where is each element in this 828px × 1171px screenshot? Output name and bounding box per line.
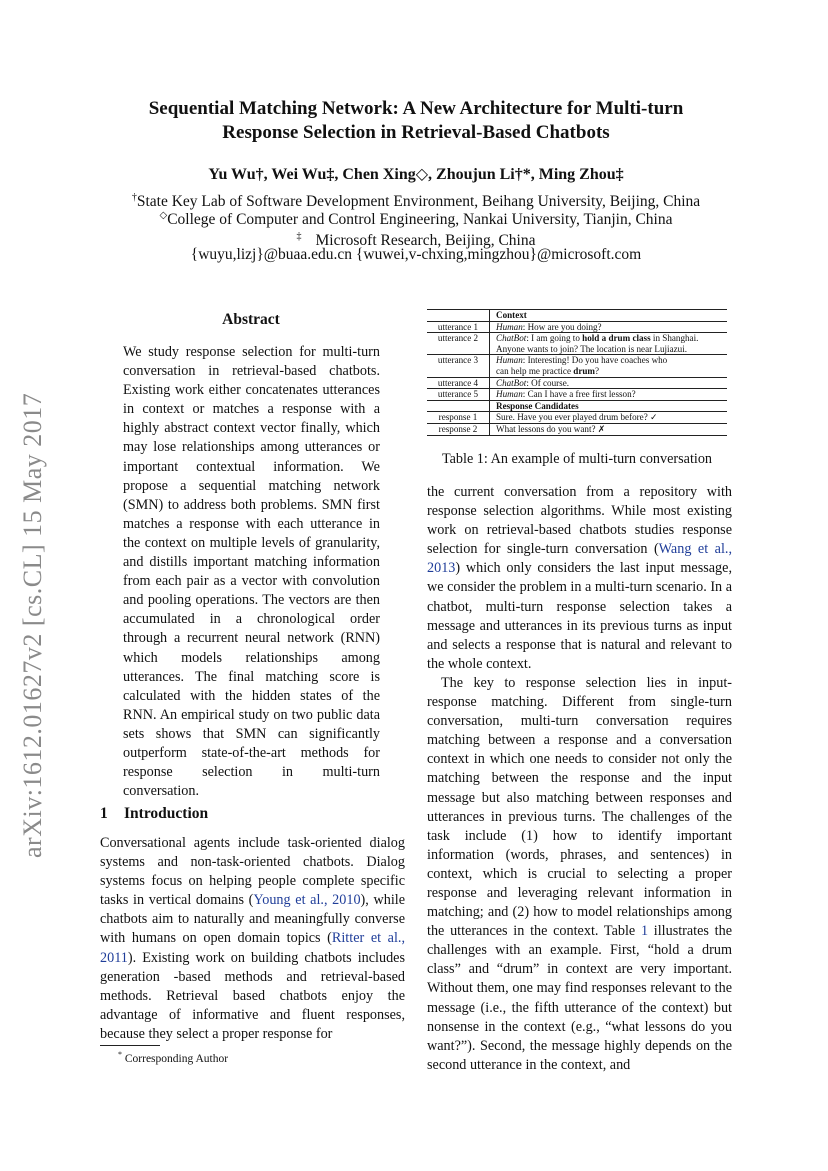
section-heading (100, 805, 208, 823)
title-line-2: Response Selection in Retrieval-Based Chatbots (222, 122, 610, 143)
highlighted-phrase: drum (573, 365, 595, 376)
author-list: Yu Wu†, Wei Wu‡, Chen Xing◇, Zhoujun Li†*, Ming Zhou‡ (208, 166, 624, 183)
utterance-text: : Can I have a free first lesson? (522, 389, 636, 400)
footnote-text: Corresponding Author (124, 1052, 229, 1065)
utterance-text: : Interesting! Do you have coaches who (522, 355, 668, 366)
speaker: ChatBot (496, 377, 527, 388)
abstract-heading: Abstract (222, 311, 280, 328)
intro-text: ). Existing work on building chatbots includes generation -based methods and retrieval-based methods. Retrieval based chatbots enjoy the advantage of informative and fluent responses, because they select a proper response for (100, 949, 405, 1042)
response-text: What lessons do you want? ✗ (490, 423, 728, 435)
abstract-body: We study response selection for multi-turn conversation in retrieval-based chatbots. Existing work either concatenates utterances in context or matches a response with a highly abstract context vector finally, which may lose relationships among utterances or important contextual information. We propose a sequential matching network (SMN) to address both problems. SMN first matches a response with each utterance in the context on multiple levels of granularity, and distills important matching information from each pair as a vector with convolution and pooling operations. The vectors are then accumulated in a chronological order through a recurrent neural network (RNN) which models relationships among utterances. The final matching score is calculated with the hidden states of the RNN. An empirical study on two public data sets shows that SMN can significantly outperform state-of-the-art methods for response selection in multi-turn conversation. (123, 344, 380, 800)
intro-text: Conversational agents include task-oriented dialog systems and non-task-oriented chatbots. Dialog systems focus on helping people complete specific tasks in vertical domains ( (100, 835, 405, 909)
speaker: Human (496, 389, 523, 400)
utterance-text: can help me practice (496, 365, 574, 376)
table-row (427, 389, 727, 401)
paragraph (427, 674, 732, 1075)
utterance-text: ? (595, 365, 600, 376)
footnote-mark: * (118, 1050, 122, 1059)
intro-paragraph (100, 834, 405, 1044)
body-text: illustrates the challenges with an example. First, “hold a drum class” and “drum” in context are very important. Without them, one may find responses relevant to the message (i.e., the fifth utterance of the context) but nonsense in the context (e.g., “what lessons do you want?”). Second, the message highly depends on the second utterance in the context, and (427, 923, 733, 1073)
row-label: utterance 4 (427, 377, 490, 389)
paper-title (100, 97, 732, 145)
candidates-header: Response Candidates (490, 400, 728, 412)
speaker: Human (496, 355, 523, 366)
citation-link[interactable]: Wang et al., 2013 (427, 541, 732, 577)
body-text: The key to response selection lies in input-response matching. Different from single-turn conversation, multi-turn conversation requires matching between a response and a conversation context in which one needs to consider not only the matching between the response and the input message but also matching between responses and utterances in previous turns. The challenges of the task include (1) how to identify important information (words, phrases, and sentences) in context, which is crucial to selecting a proper response and leveraging relevant information in matching; and (2) how to model relationships among the utterances in the context. Table (427, 674, 732, 940)
speaker: ChatBot (496, 333, 527, 344)
table-row (427, 412, 727, 424)
section-title: Introduction (124, 805, 209, 822)
row-label: utterance 2 (427, 333, 490, 355)
body-text: ) which only considers the last input message, we consider the problem in a multi-turn scenario. In a chatbot, multi-turn response selection takes a message and utterances in its previous turns as input and selects a response that is natural and relevant to the whole context. (427, 560, 732, 672)
author-emails: {wuyu,lizj}@buaa.edu.cn {wuwei,v-chxing,mingzhou}@microsoft.com (190, 246, 642, 263)
context-header: Context (490, 310, 728, 322)
title-line-1: Sequential Matching Network: A New Architecture for Multi-turn (148, 98, 684, 119)
body-text: the current conversation from a repository with response selection algorithms. While most existing work on retrieval-based chatbots studies response selection for single-turn conversation ( (427, 484, 732, 558)
utterance-text: in Shanghai. (650, 333, 699, 344)
citation-link[interactable]: Ritter et al., 2011 (100, 930, 405, 966)
table-cell-empty (427, 400, 490, 412)
intro-text: ), while chatbots aim to naturally and meaningfully converse with humans on open domain topics ( (100, 892, 406, 947)
affiliation-text: College of Computer and Control Engineering, Nankai University, Tianjin, China (167, 211, 673, 229)
arxiv-identifier-stamp: arXiv:1612.01627v2 [cs.CL] 15 May 2017 (18, 392, 47, 858)
table-cell-empty (427, 310, 490, 322)
table-row (427, 377, 727, 389)
utterance-text: : Of course. (526, 377, 570, 388)
table-row (427, 355, 727, 377)
section-number: 1 (100, 805, 108, 822)
right-column-text (427, 483, 732, 1075)
speaker: Human (496, 321, 523, 332)
citation-link[interactable]: Young et al., 2010 (253, 892, 361, 909)
utterance-text: : I am going to (526, 333, 583, 344)
affiliation-mark: ‡ (296, 231, 302, 242)
row-label: utterance 1 (427, 321, 490, 333)
utterance-text: Anyone wants to join? The location is near Lujiazui. (496, 343, 688, 354)
footnote (118, 1050, 228, 1065)
utterance-text: : How are you doing? (522, 321, 602, 332)
row-label: utterance 5 (427, 389, 490, 401)
affiliation-text: Microsoft Research, Beijing, China (315, 232, 536, 250)
footnote-rule (100, 1045, 160, 1046)
response-text: Sure. Have you ever played drum before? ✓ (490, 412, 728, 424)
table-reference-link[interactable]: 1 (640, 923, 649, 940)
affiliation-mark: † (131, 192, 137, 203)
table-row (427, 333, 727, 355)
table-row (427, 321, 727, 333)
highlighted-phrase: hold a drum class (582, 333, 651, 344)
table-caption: Table 1: An example of multi-turn conversation (441, 451, 713, 467)
affiliation-mark: ◇ (159, 210, 168, 221)
conversation-table (427, 309, 727, 436)
row-label: response 2 (427, 423, 490, 435)
table-row (427, 423, 727, 435)
row-label: utterance 3 (427, 355, 490, 377)
affiliation-text: State Key Lab of Software Development Environment, Beihang University, Beijing, China (136, 193, 701, 211)
row-label: response 1 (427, 412, 490, 424)
paragraph (427, 483, 732, 674)
